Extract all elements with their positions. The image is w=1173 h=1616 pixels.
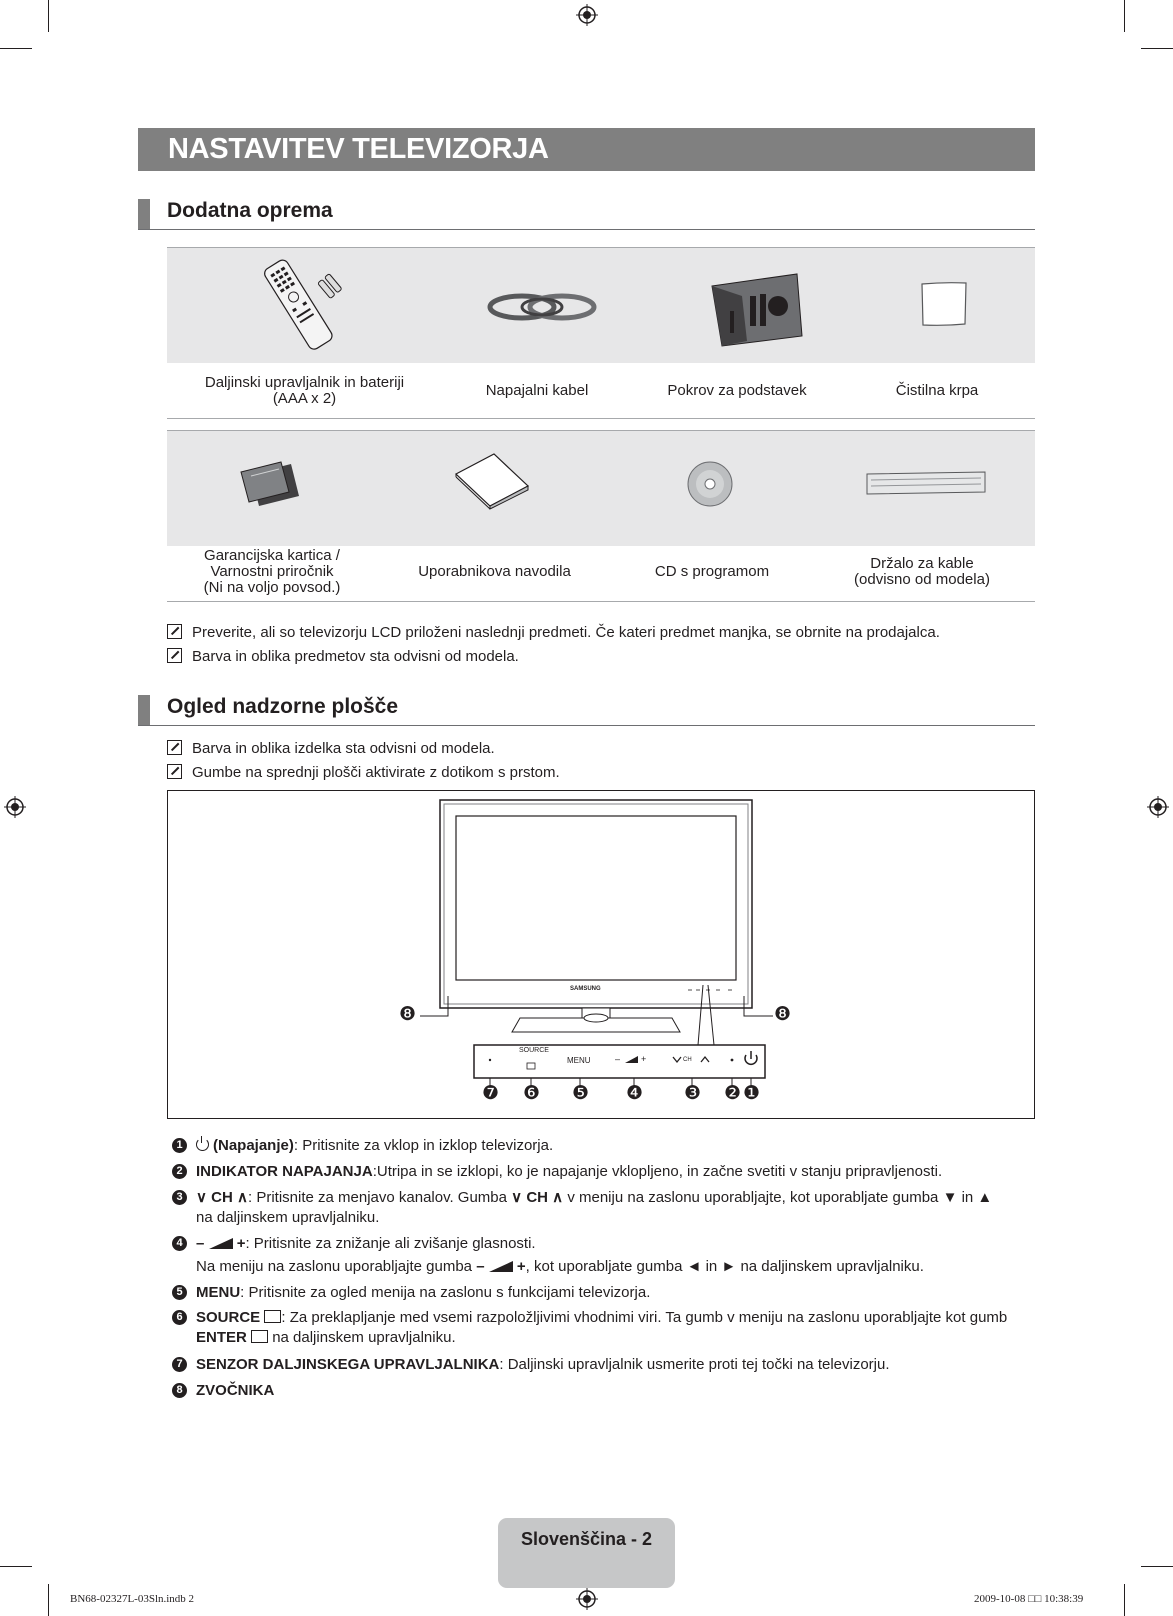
crop-mark	[0, 1566, 32, 1567]
accessory-caption: CD s programom	[654, 563, 770, 580]
note-line: Barva in oblika izdelka sta odvisni od modela.	[167, 740, 495, 757]
page-title: NASTAVITEV TELEVIZORJA	[168, 133, 549, 165]
note-line: Gumbe na sprednji plošči aktivirate z dotikom s prstom.	[167, 764, 560, 781]
section-heading-text: Dodatna oprema	[167, 199, 333, 222]
warranty-card-icon	[239, 458, 305, 510]
page-number-tab	[498, 1518, 675, 1588]
cable-holder-icon	[863, 470, 989, 496]
menu-label: MENU	[567, 1056, 591, 1065]
crop-mark	[1141, 48, 1173, 49]
divider	[167, 418, 1035, 419]
accessory-caption: Napajalni kabel	[485, 382, 589, 399]
crop-mark	[48, 0, 49, 32]
accessory-caption: Pokrov za podstavek	[667, 382, 807, 399]
item-number: 3	[172, 1190, 187, 1205]
volume-plus-label: +	[641, 1054, 647, 1064]
volume-wedge-icon	[209, 1238, 233, 1249]
registration-mark-icon	[1147, 796, 1169, 818]
note-icon	[167, 764, 182, 779]
item-number: 5	[172, 1285, 187, 1300]
callout-6: ❻	[523, 1083, 541, 1104]
note-icon	[167, 648, 182, 663]
crop-mark	[1124, 0, 1125, 32]
cleaning-cloth-icon	[919, 280, 969, 328]
footer-timestamp: 2009-10-08 □□ 10:38:39	[974, 1593, 1084, 1605]
brand-logo: SAMSUNG	[570, 986, 601, 992]
section-heading-accessories	[138, 199, 1035, 230]
cd-icon	[686, 460, 734, 508]
callout-2: ❷	[724, 1083, 742, 1104]
volume-minus-label: –	[615, 1054, 621, 1064]
section-marker	[138, 199, 150, 229]
accessory-caption: Držalo za kable (odvisno od modela)	[854, 555, 990, 588]
stand-cover-icon	[702, 266, 812, 348]
accessories-row-2	[167, 430, 1035, 602]
crop-mark	[1141, 1566, 1173, 1567]
accessory-caption: Uporabnikova navodila	[418, 563, 571, 580]
volume-wedge-icon	[489, 1261, 513, 1272]
registration-mark-icon	[576, 4, 598, 26]
divider	[167, 601, 1035, 602]
registration-mark-icon	[576, 1588, 598, 1610]
item-number: 2	[172, 1164, 187, 1179]
note-icon	[167, 740, 182, 755]
item-number: 8	[172, 1383, 187, 1398]
callout-8: ❽	[399, 1004, 417, 1025]
user-manual-icon	[452, 450, 532, 510]
tv-front-illustration	[168, 791, 1034, 1118]
callout-1: ❶	[743, 1083, 761, 1104]
page-number: Slovenščina - 2	[520, 1529, 653, 1549]
callout-5: ❺	[572, 1083, 590, 1104]
enter-icon	[264, 1310, 281, 1323]
section-marker	[138, 695, 150, 725]
section-heading-text: Ogled nadzorne plošče	[167, 695, 399, 718]
accessory-caption: Garancijska kartica / Varnostni priročnik (Ni na voljo povsod.)	[203, 547, 341, 596]
note-line: Preverite, ali so televizorju LCD priloženi naslednji predmeti. Če kateri predmet manjka, se obrnite na prodajalca.	[167, 624, 940, 641]
power-icon	[196, 1138, 209, 1151]
enter-icon	[251, 1330, 268, 1343]
callout-7: ❼	[482, 1083, 500, 1104]
crop-mark	[0, 48, 32, 49]
item-number: 1	[172, 1138, 187, 1153]
accessory-caption: Daljinski upravljalnik in bateriji (AAA x 2)	[204, 374, 405, 407]
crop-mark	[1124, 1584, 1125, 1616]
ch-label: CH	[683, 1057, 692, 1063]
item-number: 6	[172, 1310, 187, 1325]
footer-file-name: BN68-02327L-03Sln.indb 2	[70, 1593, 195, 1605]
callout-8: ❽	[774, 1004, 792, 1025]
control-panel-diagram	[167, 790, 1035, 1119]
registration-mark-icon	[4, 796, 26, 818]
callout-3: ❸	[684, 1083, 702, 1104]
power-cable-icon	[487, 282, 597, 332]
section-heading-control-panel	[138, 695, 1035, 726]
item-number: 4	[172, 1236, 187, 1251]
note-icon	[167, 624, 182, 639]
remote-control-icon	[253, 256, 353, 354]
item-number: 7	[172, 1357, 187, 1372]
page-title-bar	[138, 128, 1035, 171]
accessory-caption: Čistilna krpa	[895, 382, 979, 399]
accessories-row-1	[167, 247, 1035, 419]
callout-4: ❹	[626, 1083, 644, 1104]
source-label: SOURCE	[519, 1047, 549, 1054]
crop-mark	[48, 1584, 49, 1616]
note-line: Barva in oblika predmetov sta odvisni od modela.	[167, 648, 519, 665]
